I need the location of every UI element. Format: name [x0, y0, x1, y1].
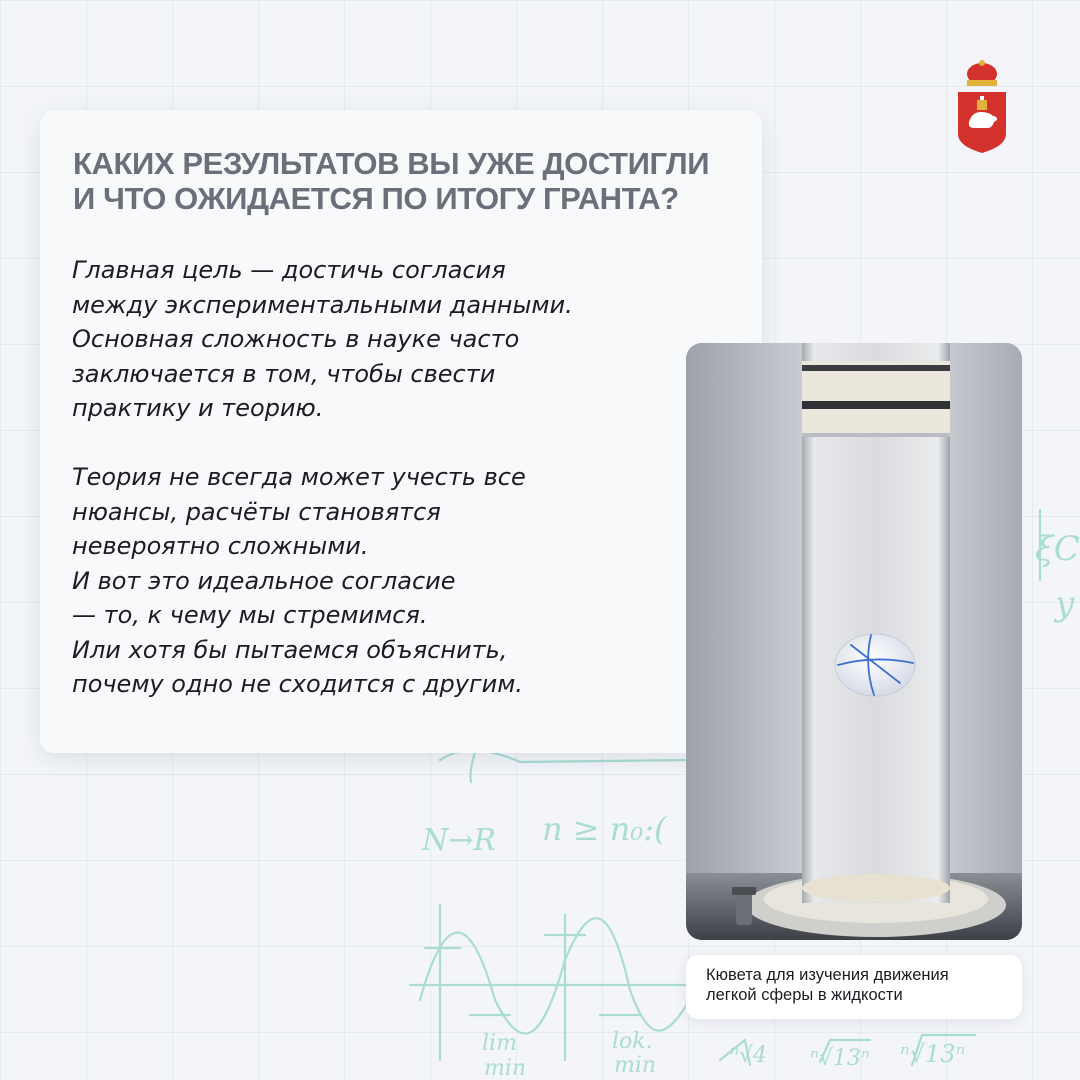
cuvette-photo: [686, 343, 1022, 940]
side-formula-1: ξC: [1035, 529, 1080, 569]
root-expression-2: ⁿ√13ⁿ: [810, 1046, 870, 1071]
card-title-line: И ЧТО ОЖИДАЕТСЯ ПО ИТОГУ ГРАНТА?: [73, 181, 679, 216]
root-expression-3: ⁿ√13ⁿ: [900, 1040, 966, 1068]
perm-krai-emblem: [955, 58, 1009, 154]
text-line: Основная сложность в науке часто: [72, 325, 520, 353]
label-lim: lim: [482, 1031, 517, 1056]
label-min-1: min: [484, 1056, 527, 1080]
text-line: заключается в том, чтобы свести: [72, 359, 496, 388]
question-card: [40, 110, 762, 753]
text-line: почему одно не сходится с другим.: [72, 670, 523, 698]
text-line: Главная цель — достичь согласия: [72, 256, 506, 284]
formula-n-geq: n ≥ n₀:(: [542, 810, 667, 848]
card-body-text: [72, 253, 672, 702]
label-min-2: min: [614, 1053, 657, 1078]
text-line: невероятно сложными.: [72, 532, 369, 560]
side-formula-2: y: [1055, 584, 1075, 624]
text-line: между экспериментальными данными.: [72, 290, 573, 319]
caption-line: легкой сферы в жидкости: [706, 986, 903, 1004]
text-line: И вот это идеальное согласие: [72, 566, 456, 595]
text-line: нюансы, расчёты становятся: [72, 497, 441, 526]
photo-caption: [686, 955, 1022, 1019]
caption-line: Кювета для изучения движения: [706, 966, 949, 984]
root-expression-1: ⁿ√4: [730, 1043, 767, 1068]
card-title-line: КАКИХ РЕЗУЛЬТАТОВ ВЫ УЖЕ ДОСТИГЛИ: [73, 146, 710, 181]
text-line: — то, к чему мы стремимся.: [72, 601, 428, 629]
text-line: практику и теорию.: [72, 394, 324, 422]
text-line: Или хотя бы пытаемся объяснить,: [72, 635, 508, 664]
label-lok: lok.: [612, 1029, 653, 1054]
text-line: Теория не всегда может учесть все: [72, 463, 526, 491]
card-title: [73, 146, 743, 216]
paragraph-2: [72, 460, 672, 702]
paragraph-1: [72, 253, 672, 426]
formula-n-to-r: N→R: [422, 823, 496, 858]
